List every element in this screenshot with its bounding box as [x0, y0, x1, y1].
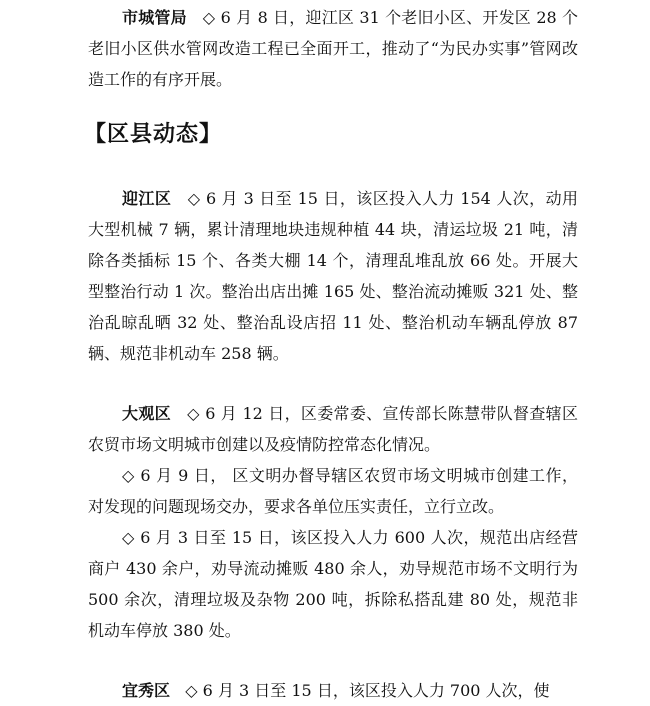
paragraph-daguan-2	[88, 460, 578, 522]
paragraph-daguan-1	[88, 398, 578, 460]
paragraph-text: ◇ 6 月 9 日， 区文明办督导辖区农贸市场文明城市创建工作，对发现的问题现场交办，要求各单位压实责任，立行立改。	[88, 466, 578, 516]
unit-name: 宜秀区	[122, 681, 171, 700]
unit-name: 市城管局	[122, 8, 187, 27]
unit-name: 大观区	[122, 404, 171, 423]
paragraph-yingjiang	[88, 183, 578, 369]
paragraph-text: ◇ 6 月 3 日至 15 日，该区投入人力 154 人次，动用大型机械 7 辆，累计清理地块违规种植 44 块，清运垃圾 21 吨，清除各类插标 15 个、各类大棚 14 个，清理乱堆乱放 66 处。开展大型整治行动 1 次。整治出店出摊 165 处、整治流动摊贩 321 处、整治乱晾乱晒 32 处、整治乱设店招 11 处、整治机动车辆乱停放 87 辆、规范非机动车 258 辆。	[88, 189, 578, 363]
unit-name: 迎江区	[122, 189, 172, 208]
paragraph-text: ◇ 6 月 12 日，区委常委、宣传部长陈慧带队督查辖区农贸市场文明城市创建以及疫情防控常态化情况。	[88, 404, 578, 454]
paragraph-text: ◇ 6 月 3 日至 15 日，该区投入人力 700 人次，使	[185, 681, 550, 700]
section-title: 【区县动态】	[84, 122, 223, 147]
paragraph-daguan-3	[88, 522, 578, 646]
paragraph-city-admin	[88, 2, 578, 95]
paragraph-yixiu	[88, 675, 578, 706]
paragraph-text: ◇ 6 月 8 日，迎江区 31 个老旧小区、开发区 28 个老旧小区供水管网改造工程已全面开工，推动了“为民办实事”管网改造工作的有序开展。	[88, 8, 578, 89]
paragraph-text: ◇ 6 月 3 日至 15 日，该区投入人力 600 人次，规范出店经营商户 430 余户，劝导流动摊贩 480 余人，劝导规范市场不文明行为 500 余次，清理垃圾及杂物 200 吨，拆除私搭乱建 80 处，规范非机动车停放 380 处。	[88, 528, 578, 640]
